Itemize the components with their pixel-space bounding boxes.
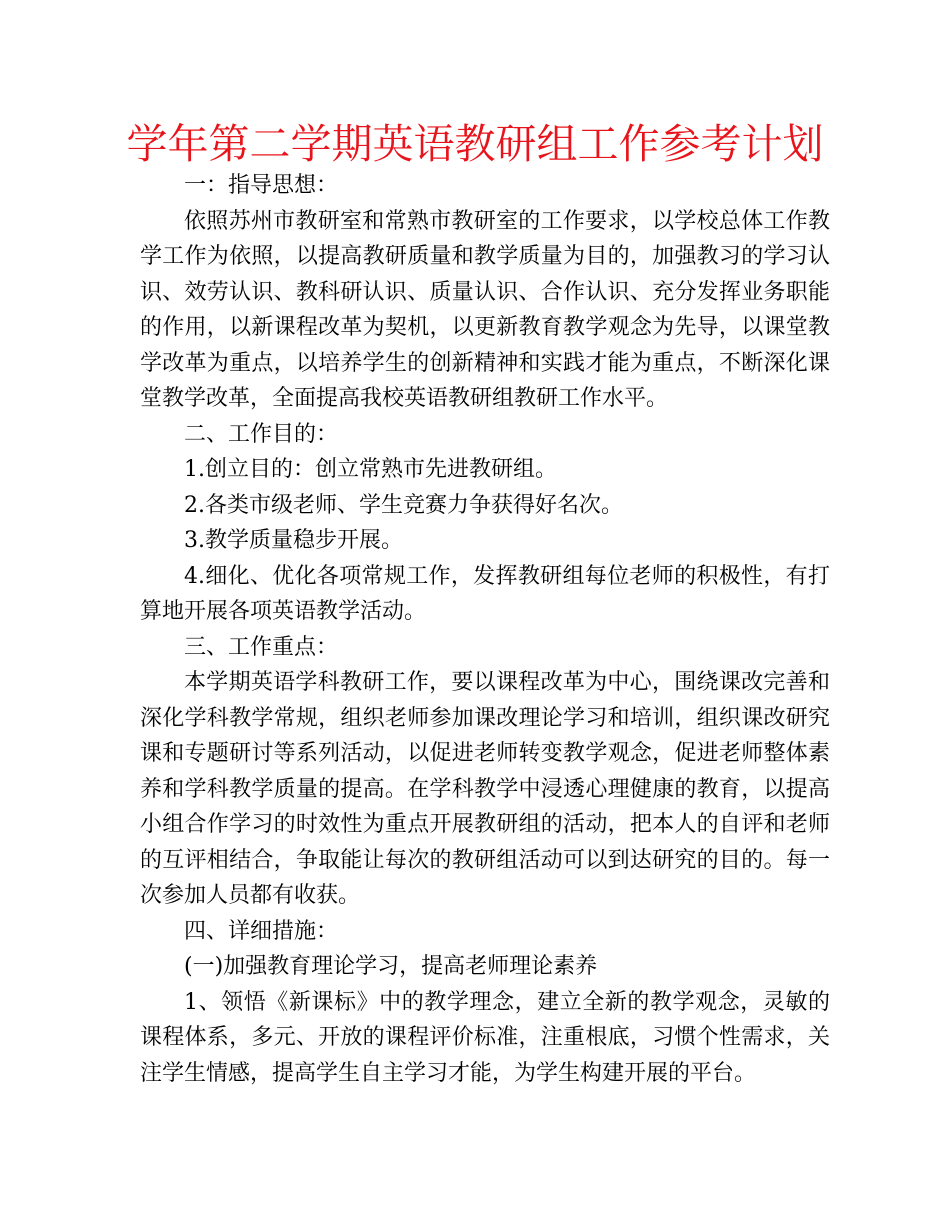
heading-work-goals: 二、工作目的：: [184, 421, 339, 447]
document-body: [140, 168, 830, 1091]
goal-item-4: 4.细化、优化各项常规工作，发挥教研组每位老师的积极性，有打算地开展各项英语教学活动。: [140, 563, 830, 624]
goal-item-2: 2.各类市级老师、学生竞赛力争获得好名次。: [184, 492, 623, 518]
heading-guiding-ideology: 一：指导思想：: [184, 173, 339, 198]
goal-item-1: 1.创立目的：创立常熟市先进教研组。: [184, 457, 557, 482]
subheading-theory-study: (一)加强教育理论学习，提高老师理论素养: [184, 954, 598, 979]
document-title: 学年第二学期英语教研组工作参考计划: [126, 120, 824, 168]
paragraph-work-focus: 本学期英语学科教研工作，要以课程改革为中心，围绕课改完善和深化学科教学常规，组织老师参加课改理论学习和培训，组织课改研究课和专题研讨等系列活动，以促进老师转变教学观念，促进老师整体素养和学科教学质量的提高。在学科教学中浸透心理健康的教育，以提高小组合作学习的时效性为重点开展教研组的活动，把本人的自评和老师的互评相结合，争取能让每次的教研组活动可以到达研究的目的。每一次参加人员都有收获。: [140, 670, 830, 908]
heading-work-focus: 三、工作重点：: [184, 634, 339, 660]
paragraph-guiding-ideology: 依照苏州市教研室和常熟市教研室的工作要求，以学校总体工作教学工作为依照，以提高教研质量和教学质量为目的，加强教习的学习认识、效劳认识、教科研认识、质量认识、合作认识、充分发挥业务职能的作用，以新课程改革为契机，以更新教育教学观念为先导，以课堂教学改革为重点，以培养学生的创新精神和实践才能为重点，不断深化课堂教学改革，全面提高我校英语教研组教研工作水平。: [140, 208, 830, 411]
measure-item-1: 1、领悟《新课标》中的教学理念，建立全新的教学观念，灵敏的课程体系，多元、开放的课程评价标准，注重根底，习惯个性需求，关注学生情感，提高学生自主学习才能，为学生构建开展的平台。: [140, 989, 830, 1086]
heading-detailed-measures: 四、详细措施：: [184, 918, 339, 944]
goal-item-3: 3.教学质量稳步开展。: [184, 528, 403, 553]
